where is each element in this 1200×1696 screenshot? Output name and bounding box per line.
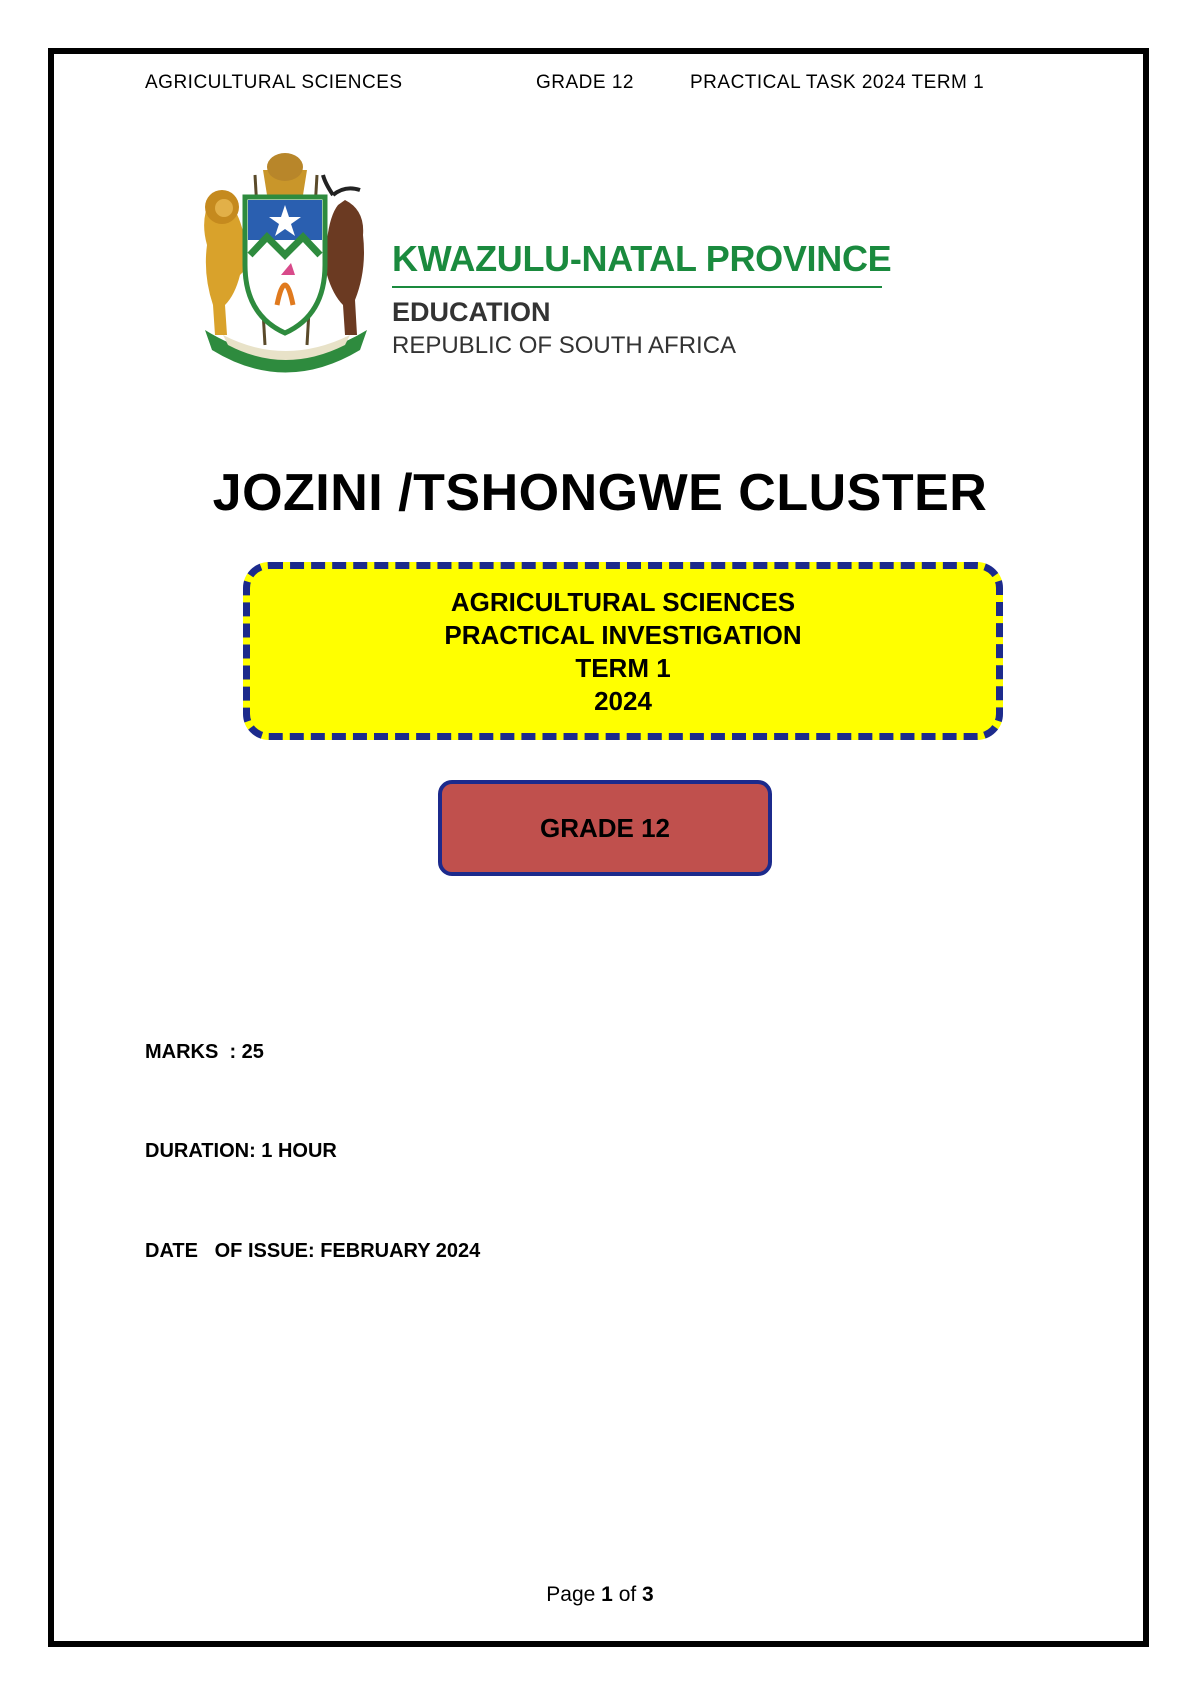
cluster-title: JOZINI /TSHONGWE CLUSTER xyxy=(212,464,988,522)
footer-page-total: 3 xyxy=(642,1583,654,1606)
task-title-line-4: 2024 xyxy=(594,685,652,716)
date-of-issue-line: DATE OF ISSUE: FEBRUARY 2024 xyxy=(145,1240,481,1262)
task-title-box xyxy=(243,562,1003,740)
coat-of-arms-icon xyxy=(195,145,375,385)
department-name: EDUCATION xyxy=(392,297,551,327)
page-footer xyxy=(0,1583,1200,1607)
footer-of-word: of xyxy=(618,1583,637,1606)
task-title-line-2: PRACTICAL INVESTIGATION xyxy=(444,619,802,650)
duration-line: DURATION: 1 HOUR xyxy=(145,1140,337,1162)
province-name: KWAZULU-NATAL PROVINCE xyxy=(392,238,892,279)
running-header xyxy=(145,72,1045,96)
logo-divider xyxy=(392,286,882,288)
task-title-line-1: AGRICULTURAL SCIENCES xyxy=(450,586,796,617)
header-task: PRACTICAL TASK 2024 TERM 1 xyxy=(690,72,985,93)
task-title-line-3: TERM 1 xyxy=(575,652,671,683)
marks-line: MARKS : 25 xyxy=(145,1041,264,1063)
header-subject: AGRICULTURAL SCIENCES xyxy=(145,72,403,93)
kzn-education-logo xyxy=(195,145,895,390)
header-grade: GRADE 12 xyxy=(536,72,634,93)
country-name: REPUBLIC OF SOUTH AFRICA xyxy=(392,332,737,359)
grade-box: GRADE 12 xyxy=(438,780,772,876)
footer-page-word: Page xyxy=(546,1583,596,1606)
footer-page-current: 1 xyxy=(601,1583,613,1606)
